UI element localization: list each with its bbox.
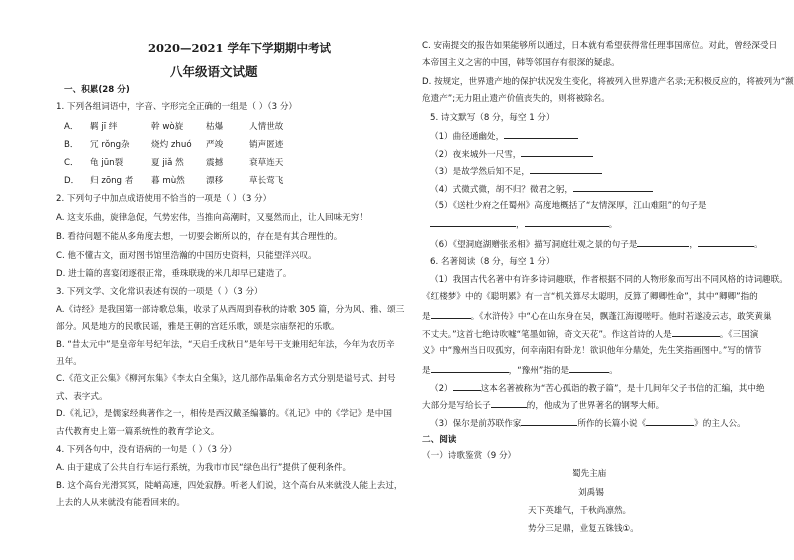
q6-p2-line2-text: 大部分是写给长子	[422, 401, 491, 411]
q5-line3-blank[interactable]	[530, 164, 602, 174]
q5-line2-blank[interactable]	[521, 147, 593, 157]
q4-option-c-line2: 本帝国主义之害的中国，韩等邻国存有很深的疑虑。	[422, 58, 620, 68]
q5-line6-period: 。	[754, 240, 763, 250]
q6-stem: 6. 名著阅读（8 分，每空 1 分）	[430, 257, 555, 267]
q5-line6-text: （6）《望洞庭湖赠张丞相》描写洞庭壮观之景的句子是	[430, 240, 638, 250]
q6-p3-text: （3）保尔是前苏联作家	[430, 419, 522, 429]
q5-line6-comma: ，	[689, 240, 699, 250]
q5-line1-text: （1）曲径通幽处，	[430, 132, 505, 142]
q6-p1-line4-text: 不丈夫。”这首七绝诗吹嘘“笔墨如锦，奇文天花”。作这首诗的人是	[422, 330, 672, 340]
q1-option-a-word3: 枯爆	[206, 122, 224, 132]
q6-p2-line1	[430, 381, 765, 395]
q6-p1-line3-rest: 。《水浒传》中“心在山东身在吴，飘蓬江海谩嗟吁。他时若遂凌云志，敢笑黄巢	[470, 312, 772, 322]
q1-option-b-word2: 烧灼 zhuó	[151, 140, 192, 150]
q3-option-d-line1: D.《礼记》，是儒家经典著作之一，相传是西汉戴圣编纂的。《礼记》中的《学记》是中国	[56, 409, 392, 419]
q4-option-a: A. 由于建成了公共自行车运行系统，为我市市民“绿色出行”提供了便利条件。	[56, 463, 352, 473]
q5-line2	[430, 147, 593, 161]
q6-blank-author[interactable]	[521, 416, 577, 426]
q3-option-a-line2: 部分。风是地方的民歌民谣，雅是王朝的宫廷乐歌，颂是宗庙祭祀的乐歌。	[56, 322, 340, 332]
q5-line4	[430, 182, 653, 196]
q4-option-c-line1: C. 安南提交的报告如果能够所以通过，日本就有希望获得常任理事国席位。对此，曾经深受日	[422, 41, 778, 51]
q6-blank-son[interactable]	[491, 398, 527, 408]
q5-line5-answer: ， 。	[430, 217, 617, 231]
q1-stem: 1. 下列各组词语中，字音、字形完全正确的一组是（ ）（3 分）	[56, 102, 298, 112]
q6-blank-bookname[interactable]	[453, 381, 481, 391]
q4-option-d-line1: D. 按规定，世界遗产地的保护状况发生变化，将被列入世界遗产名录;无积极反应的，将被列为“濒	[422, 77, 794, 87]
q1-option-b-word3: 严竣	[206, 140, 224, 150]
q6-blank-novel[interactable]	[646, 416, 694, 426]
q6-blank-qingqing[interactable]	[431, 309, 471, 319]
q6-p1-line4	[422, 327, 758, 341]
q5-line1-blank[interactable]	[504, 129, 578, 139]
q5-line2-text: （2）夜来城外一尺雪，	[430, 150, 522, 160]
q6-p3-mid: 所作的长篇小说《	[577, 419, 647, 429]
q5-line4-blank[interactable]	[573, 182, 653, 192]
q6-p1-line4-rest: 。《三国演	[719, 330, 759, 340]
q2-option-a: A. 这支乐曲，旋律急促，气势宏伟，当推向高潮时，又戛然而止，让人回味无穷！	[56, 213, 368, 223]
poetry-section-heading: （一）诗歌鉴赏（9 分）	[422, 451, 517, 461]
q1-option-a-word2: 幹 wò旋	[151, 122, 184, 132]
q4-option-b-line2: 上去的人从来就没有能看回来的。	[56, 498, 185, 508]
q5-line6-blank2[interactable]	[698, 237, 754, 247]
q5-line3-text: （3）是故学然后知不足，	[430, 167, 530, 177]
q6-p2-line2	[422, 398, 664, 412]
q3-option-c-line1: C.《范文正公集》《柳河东集》《李太白全集》，这几部作品集命名方式分别是谥号式、封号	[56, 374, 396, 384]
q6-blank-yuzhou[interactable]	[569, 363, 609, 373]
q1-option-d-letter: D．	[64, 176, 80, 186]
q1-option-b-letter: B．	[64, 140, 79, 150]
q4-stem: 4. 下列各句中，没有语病的一句是（ ）（3 分）	[56, 445, 237, 455]
q3-option-b-line1: B. “昔太元中”是皇帝年号纪年法，“天启壬戌秋日”是年号干支兼用纪年法，今年为农历辛	[56, 340, 395, 350]
q6-p2-line2-rest: 的，他成为了世界著名的钢琴大师。	[526, 401, 665, 411]
q6-blank-poet[interactable]	[672, 327, 720, 337]
q1-option-a-word1: 羁 jī 绊	[90, 122, 118, 132]
q6-p1-line3	[422, 309, 772, 323]
q2-option-b: B. 看待问题不能从多角度去想，一切要会断所以的，存在是有其合理性的。	[56, 232, 343, 242]
section-heading-reading: 二、阅读	[422, 435, 457, 445]
q6-p1-line2: 《红楼梦》中的《聪明累》有一言“机关算尽太聪明，反算了卿卿性命”，其中“卿卿”指的	[422, 292, 758, 302]
q2-stem: 2. 下列句子中加点成语使用不恰当的一项是（ ）（3 分）	[56, 194, 272, 204]
q1-option-c-word4: 衰草连天	[249, 158, 284, 168]
q5-line4-text: （4）式微式微，胡不归？微君之躬，	[430, 185, 573, 195]
poem-author: 刘禹锡	[578, 488, 604, 498]
q1-option-b-word1: 冗 rǒng杂	[90, 140, 130, 150]
q5-line5-blank2[interactable]	[525, 217, 609, 227]
q5-line6-blank1[interactable]	[637, 237, 689, 247]
q5-stem: 5. 诗文默写（8 分，每空 1 分）	[430, 113, 555, 123]
q6-p3-end: 》的主人公。	[694, 419, 746, 429]
q5-line5: （5）《送杜少府之任蜀州》高度地概括了“友情深厚，江山难阻”的句子是	[430, 201, 707, 211]
exam-title: 2020—2021 学年下学期期中考试	[148, 41, 332, 55]
q1-option-a-word4: 人情世故	[249, 122, 284, 132]
section-heading-accumulation: 一、积累(28 分)	[64, 85, 130, 95]
q3-option-d-line2: 古代教育史上第一篇系统性的教育学论文。	[56, 427, 220, 437]
q1-option-a-letter: A．	[64, 122, 79, 132]
q5-line1	[430, 129, 578, 143]
q6-p1-line6-rest: ，“豫州”指的是	[508, 366, 570, 376]
q6-p1-line6-text: 是	[422, 366, 431, 376]
q1-option-b-word4: 销声匿迹	[249, 140, 284, 150]
q1-option-c-letter: C．	[64, 158, 79, 168]
q3-option-a-line1: A.《诗经》是我国第一部诗歌总集，收录了从西周到春秋的诗歌 305 篇，分为风、雅、颂三	[56, 305, 405, 315]
q4-option-d-line2: 危遗产”;无力阻止遗产价值丧失的，则将被除名。	[422, 94, 610, 104]
q6-p2-line1-num: （2）	[430, 384, 453, 394]
poem-title: 蜀先主庙	[572, 469, 607, 479]
q6-p1-line6: 是 ，“豫州”指的是 。	[422, 363, 618, 377]
poem-line1: 天下英雄气，千秋尚凛然。	[528, 506, 632, 516]
q5-line5-blank1[interactable]	[430, 217, 516, 227]
poem-line2: 势分三足鼎，业复五铢钱①。	[528, 524, 639, 534]
q1-option-c-word3: 震撼	[206, 158, 224, 168]
q3-option-c-line2: 式、表字式。	[56, 392, 108, 402]
q1-option-c-word1: 龟 jūn裂	[90, 158, 124, 168]
q6-blank-plot[interactable]	[431, 363, 509, 373]
q1-option-c-word2: 夏 jiǎ 然	[151, 158, 184, 168]
q4-option-b-line1: B. 这个高台光滑冥冥，陡峭高速，四处寂静。听老人们说，这个高台从来就没人能上去过，	[56, 481, 403, 491]
q1-option-d-word3: 漂移	[206, 176, 224, 186]
q1-option-d-word2: 暮 mù然	[151, 176, 185, 186]
exam-subtitle: 八年级语文试题	[170, 64, 258, 79]
q6-p1-line3-text: 是	[422, 312, 431, 322]
q1-option-d-word4: 草长莺飞	[249, 176, 284, 186]
q3-option-b-line2: 丑年。	[56, 357, 82, 367]
q2-option-d: D. 进士篇的喜宴闭逐很正常，垂珠联珑的米几却早已建造了。	[56, 269, 292, 279]
q3-stem: 3. 下列文学、文化常识表述有误的一项是（ ）（3 分）	[56, 287, 263, 297]
q6-p1-line1: （1）我国古代名著中有许多诗词趣联，作者根据不同的人物形象而写出不同风格的诗词趣联。	[430, 275, 788, 285]
q6-p3	[430, 416, 746, 430]
q6-p2-line1-text: 这本名著被称为“苦心孤诣的教子篇”，是十几间年父子书信的汇编，其中绝	[480, 384, 765, 394]
q1-option-d-word1: 归 zōng 者	[90, 176, 134, 186]
q5-line3	[430, 164, 602, 178]
q5-line6	[430, 237, 763, 251]
q2-option-c: C. 他不懂古文，面对图书馆里浩瀚的中国历史资料，只能望洋兴叹。	[56, 251, 317, 261]
q6-p1-line5: 义》中“豫州当日叹孤穷，何幸南阳有卧龙！欲识他年分鼎处，先生笑指画图中。”写的情节	[422, 346, 762, 356]
